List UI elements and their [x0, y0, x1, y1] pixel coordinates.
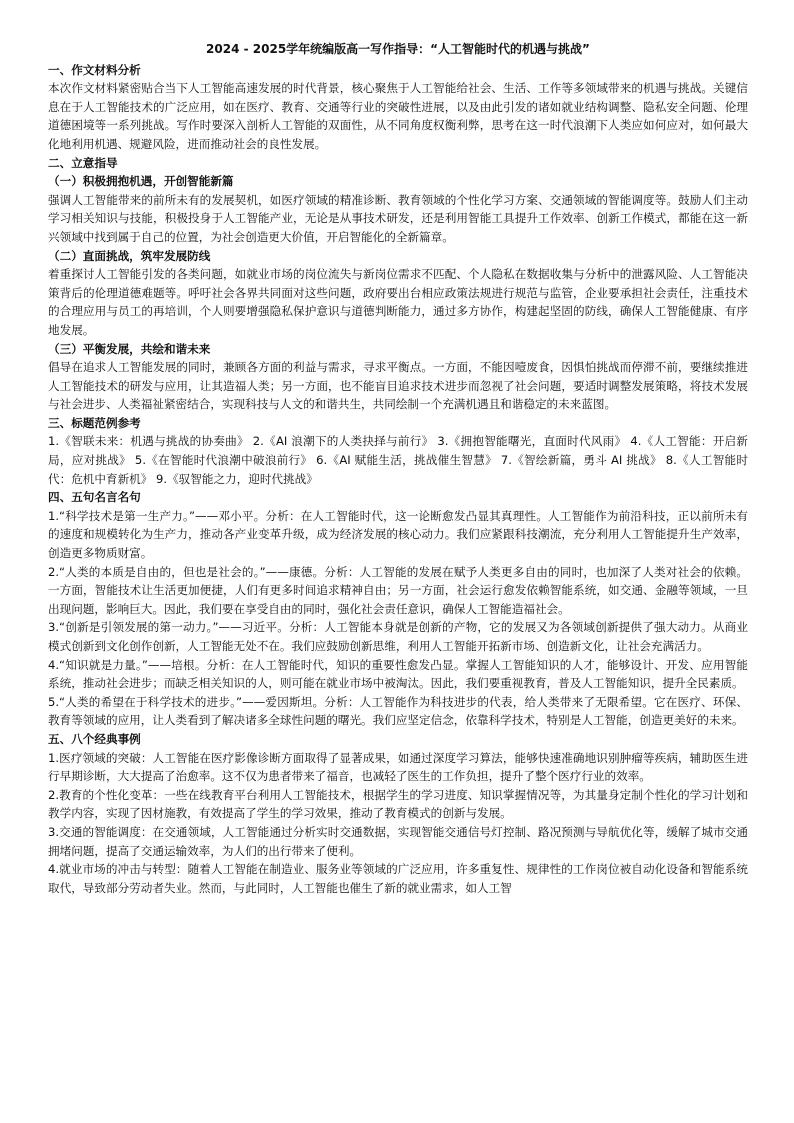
balanced-development-paragraph: 倡导在追求人工智能发展的同时，兼顾各方面的利益与需求，寻求平衡点。一方面，不能因噎废食，因惧怕挑战而停滞不前，要继续推进人工智能技术的研发与应用，让其造福人类；另一方面，也不能盲目追求技术进步而忽视了社会问题，要适时调整发展策略，将技术发展与社会进步、人类福祉紧密结合，实现科技与人文的和谐共生，共同绘制一个充满机遇且和谐稳定的未来蓝图。	[48, 360, 748, 412]
section-heading-theme-guidance: 二、立意指导	[48, 155, 118, 170]
quote-item: 3.“创新是引领发展的第一动力。”——习近平。分析：人工智能本身就是创新的产物，它的发展又为各领域创新提供了强大动力。从商业模式创新到文化创作创新，人工智能无处不在。我们应鼓励创新思维，利用人工智能开拓新市场、创造新文化，让社会充满活力。	[48, 620, 748, 653]
face-challenges-paragraph: 着重探讨人工智能引发的各类问题，如就业市场的岗位流失与新岗位需求不匹配、个人隐私在数据收集与分析中的泄露风险、人工智能决策背后的伦理道德难题等。呼吁社会各界共同面对这些问题，政府要出台相应政策法规进行规范与监管，企业要承担社会责任，注重技术的合理应用与员工的再培训，个人则要增强隐私保护意识与道德判断能力，通过多方协作，构建起坚固的防线，确保人工智能健康、有序地发展。	[48, 267, 748, 337]
quote-item: 4.“知识就是力量。”——培根。分析：在人工智能时代，知识的重要性愈发凸显。掌握人工智能知识的人才，能够设计、开发、应用智能系统，推动社会进步；而缺乏相关知识的人，则可能在就业市场中被淘汰。因此，我们要重视教育，普及人工智能知识，提升全民素质。	[48, 657, 748, 691]
section-heading-famous-quotes: 四、五句名言名句	[48, 490, 141, 505]
example-item: 3.交通的智能调度：在交通领域，人工智能通过分析实时交通数据，实现智能交通信号灯控制、路况预测与导航优化等，缓解了城市交通拥堵问题，提高了交通运输效率，为人们的出行带来了便利。	[48, 824, 748, 858]
example-item: 1.医疗领域的突破：人工智能在医疗影像诊断方面取得了显著成果，如通过深度学习算法，能够快速准确地识别肿瘤等疾病，辅助医生进行早期诊断，大大提高了治愈率。这不仅为患者带来了福音，也减轻了医生的工作负担，提升了整个医疗行业的效率。	[48, 750, 748, 784]
quote-item: 1.“科学技术是第一生产力。”——邓小平。分析：在人工智能时代，这一论断愈发凸显其真理性。人工智能作为前沿科技，正以前所未有的速度和规模转化为生产力，推动各产业变革升级，成为经济发展的核心动力。我们应紧跟科技潮流，充分利用人工智能提升生产效率，创造更多物质财富。	[48, 508, 748, 561]
subheading-embrace-opportunity: （一）积极拥抱机遇，开创智能新篇	[48, 174, 234, 189]
quote-item: 2.“人类的本质是自由的，但也是社会的。”——康德。分析：人工智能的发展在赋予人类更多自由的同时，也加深了人类对社会的依赖。一方面，智能技术让生活更加便捷，人们有更多时间追求精神自由；另一方面，社会运行愈发依赖智能系统，如交通、金融等领域，一旦出现问题，影响巨大。因此，我们要在享受自由的同时，强化社会责任意识，确保人工智能造福社会。	[48, 564, 748, 616]
subheading-balanced-development: （三）平衡发展，共绘和谐未来	[48, 341, 211, 356]
section-heading-title-examples: 三、标题范例参考	[48, 415, 141, 430]
document-title: 2024 - 2025学年统编版高一写作指导：“人工智能时代的机遇与挑战”	[206, 42, 590, 56]
title-examples-paragraph: 1.《智联未来：机遇与挑战的协奏曲》 2.《AI 浪潮下的人类抉择与前行》 3.《拥抱智能曙光，直面时代风雨》 4.《人工智能：开启新局，应对挑战》 5.《在智能时代浪潮中破浪前行》 6.《AI 赋能生活，挑战催生智慧》 7.《智绘新篇，勇斗 AI 挑战》 8.《人工智能时代：危机中育新机》 9.《驭智能之力，迎时代挑战》	[48, 434, 748, 486]
section-heading-classic-examples: 五、八个经典事例	[48, 731, 141, 746]
embrace-opportunity-paragraph: 强调人工智能带来的前所未有的发展契机，如医疗领域的精准诊断、教育领域的个性化学习方案、交通领域的智能调度等。鼓励人们主动学习相关知识与技能，积极投身于人工智能产业，无论是从事技术研发，还是利用智能工具提升工作效率、创新工作模式，都能在这一新兴领域中找到属于自己的位置，为社会创造更大价值，开启智能化的全新篇章。	[48, 192, 748, 244]
section-heading-material-analysis: 一、作文材料分析	[48, 62, 141, 77]
material-analysis-paragraph: 本次作文材料紧密贴合当下人工智能高速发展的时代背景，核心聚焦于人工智能给社会、生活、工作等多领域带来的机遇与挑战。关键信息在于人工智能技术的广泛应用，如在医疗、教育、交通等行业的突破性进展，以及由此引发的诸如就业结构调整、隐私安全问题、伦理道德困境等一系列挑战。写作时要深入剖析人工智能的双面性，从不同角度权衡利弊，思考在这一时代浪潮下人类应如何应对，如何最大化地利用机遇、规避风险，进而推动社会的良性发展。	[48, 81, 748, 151]
quote-item: 5.“人类的希望在于科学技术的进步。”——爱因斯坦。分析：人工智能作为科技进步的代表，给人类带来了无限希望。它在医疗、环保、教育等领域的应用，让人类看到了解决诸多全球性问题的曙光。我们应坚定信念，依靠科学技术，特别是人工智能，创造更美好的未来。	[48, 694, 748, 728]
example-item: 4.就业市场的冲击与转型：随着人工智能在制造业、服务业等领域的广泛应用，许多重复性、规律性的工作岗位被自动化设备和智能系统取代，导致部分劳动者失业。然而，与此同时，人工智能也催生了新的就业需求，如人工智	[48, 862, 748, 895]
subheading-face-challenges: （二）直面挑战，筑牢发展防线	[48, 248, 211, 263]
example-item: 2.教育的个性化变革：一些在线教育平台利用人工智能技术，根据学生的学习进度、知识掌握情况等，为其量身定制个性化的学习计划和教学内容，实现了因材施教，有效提高了学生的学习效果，推动了教育模式的创新与发展。	[48, 787, 748, 821]
